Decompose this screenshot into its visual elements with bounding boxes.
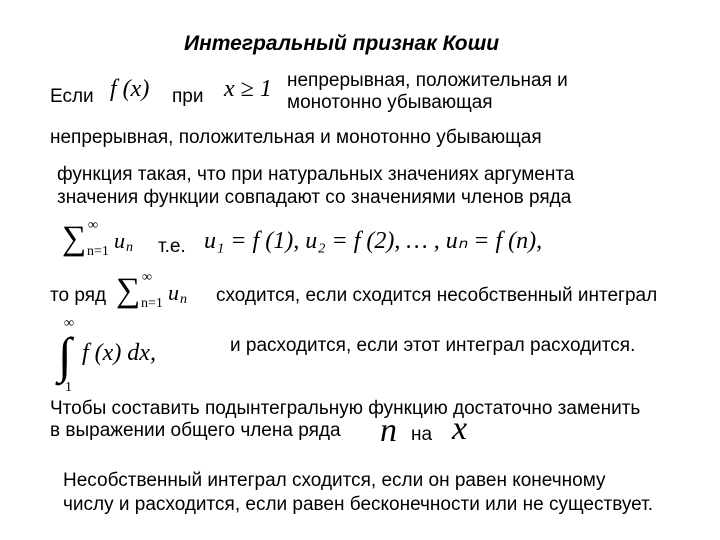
sum-symbol: ∑ — [62, 220, 87, 257]
series-term-inline: u — [168, 280, 179, 305]
integral-body: f (x) dx, — [82, 340, 156, 366]
sum-symbol-inline: ∑ — [116, 272, 141, 309]
integral-lower-limit: 1 — [65, 380, 72, 395]
function-fx: f (x) — [110, 76, 150, 102]
diverges-text: и расходится, если этот интеграл расходится. — [230, 335, 636, 356]
properties-repeat-line: непрерывная, положительная и монотонно убывающая — [50, 127, 542, 148]
converges-text: сходится, если сходится несобственный интеграл — [216, 285, 658, 306]
replace-on-word: на — [411, 424, 433, 445]
series-term-subscript: n — [126, 240, 133, 255]
sum-lower-limit: n=1 — [87, 244, 109, 259]
final-line-1: Несобственный интеграл сходится, если он равен конечному — [63, 470, 606, 491]
series-term-subscript-inline: n — [180, 292, 187, 307]
series-sum-inline — [116, 270, 216, 314]
properties-line-2: монотонно убывающая — [287, 92, 493, 113]
replace-n-symbol: n — [380, 412, 397, 449]
function-description-line-1: функция такая, что при натуральных значениях аргумента — [57, 164, 575, 185]
properties-line-1: непрерывная, положительная и — [287, 70, 568, 91]
at-word: при — [172, 86, 204, 107]
sum-upper-limit: ∞ — [88, 218, 98, 233]
sum-upper-limit-inline: ∞ — [142, 270, 152, 285]
series-term: u — [114, 228, 125, 253]
series-sum — [62, 218, 162, 262]
final-line-2: числу и расходится, если равен бесконечности или не существует. — [63, 494, 653, 515]
function-description-line-2: значения функции совпадают со значениями членов ряда — [57, 187, 572, 208]
if-word: Если — [50, 86, 94, 107]
replace-x-symbol: x — [452, 410, 468, 447]
series-equalities: u₁ = f (1), u₂ = f (2), … , uₙ = f (n), — [204, 228, 543, 254]
compose-line-1: Чтобы составить подынтегральную функцию достаточно заменить — [50, 398, 641, 419]
page-title: Интегральный признак Коши — [184, 32, 500, 55]
ie-word: т.е. — [158, 236, 186, 257]
integral-symbol: ∫ — [58, 327, 72, 383]
then-word: то ряд — [50, 285, 107, 306]
improper-integral — [58, 316, 208, 396]
sum-lower-limit-inline: n=1 — [141, 296, 163, 311]
compose-line-2: в выражении общего члена ряда — [50, 420, 341, 441]
integral-upper-limit: ∞ — [64, 316, 74, 331]
condition-x-ge-1: x ≥ 1 — [224, 76, 272, 102]
